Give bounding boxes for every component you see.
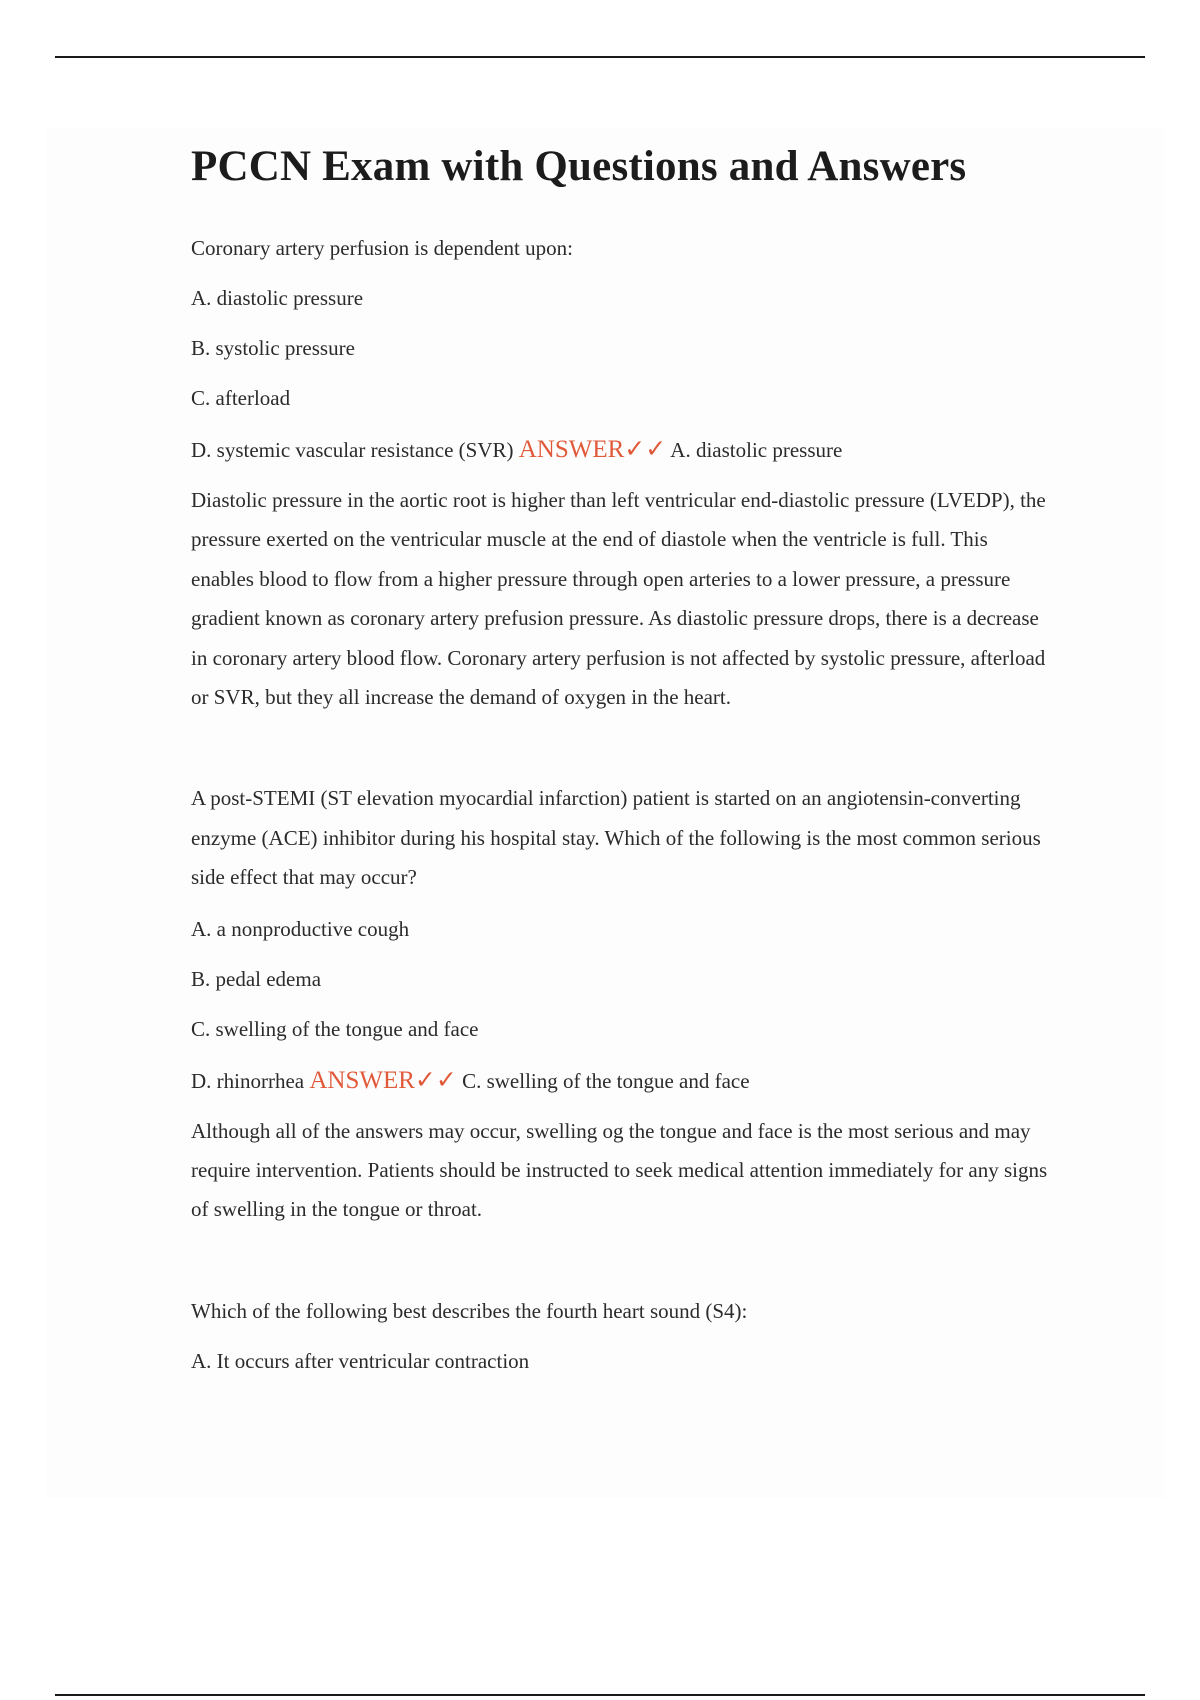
- question-1-answer: A. diastolic pressure: [670, 438, 843, 462]
- question-2-option-b: B. pedal edema: [191, 966, 322, 991]
- header-rule: [55, 56, 1145, 58]
- answer-marker: ANSWER✓✓: [309, 1066, 457, 1094]
- question-2-explanation: Although all of the answers may occur, swelling og the tongue and face is the most serious and may require intervention. Patients should be instructed to seek medical attention immediately for any signs of swelling in the tongue or throat.: [191, 1118, 1048, 1222]
- answer-marker: ANSWER✓✓: [518, 436, 667, 463]
- question-3-stem: Which of the following best describes the fourth heart sound (S4):: [191, 1298, 748, 1323]
- question-1-option-a: A. diastolic pressure: [191, 286, 364, 310]
- question-3-option-a: A. It occurs after ventricular contraction: [191, 1348, 530, 1373]
- document-body: [191, 138, 1051, 1374]
- question-1-option-b: B. systolic pressure: [191, 336, 355, 360]
- question-2-stem: A post-STEMI (ST elevation myocardial infarction) patient is started on an angiotensin-converting enzyme (ACE) inhibitor during his hospital stay. Which of the following is the most common serious side effect that may occur?: [191, 786, 1041, 890]
- question-1-option-d: D. systemic vascular resistance (SVR): [191, 438, 514, 462]
- page-title: PCCN Exam with Questions and Answers: [191, 143, 967, 190]
- question-1-option-d-answer-line: [191, 437, 1051, 463]
- question-1-option-c: C. afterload: [191, 386, 291, 410]
- question-2-answer: C. swelling of the tongue and face: [462, 1068, 750, 1093]
- question-2-option-d-answer-line: [191, 1068, 1051, 1094]
- question-1-explanation: Diastolic pressure in the aortic root is higher than left ventricular end-diastolic pressure (LVEDP), the pressure exerted on the ventricular muscle at the end of diastole when the ventricle is full. This enables blood to flow from a higher pressure through open arteries to a lower pressure, a pressure gradient known as coronary artery prefusion pressure. As diastolic pressure drops, there is a decrease in coronary artery blood flow. Coronary artery perfusion is not affected by systolic pressure, afterload or SVR, but they all increase the demand of oxygen in the heart.: [191, 488, 1046, 710]
- question-1-stem: Coronary artery perfusion is dependent upon:: [191, 236, 573, 260]
- question-2-option-a: A. a nonproductive cough: [191, 916, 410, 941]
- question-2-option-c: C. swelling of the tongue and face: [191, 1016, 479, 1041]
- footer-rule: [55, 1694, 1145, 1696]
- question-2-option-d: D. rhinorrhea: [191, 1068, 305, 1093]
